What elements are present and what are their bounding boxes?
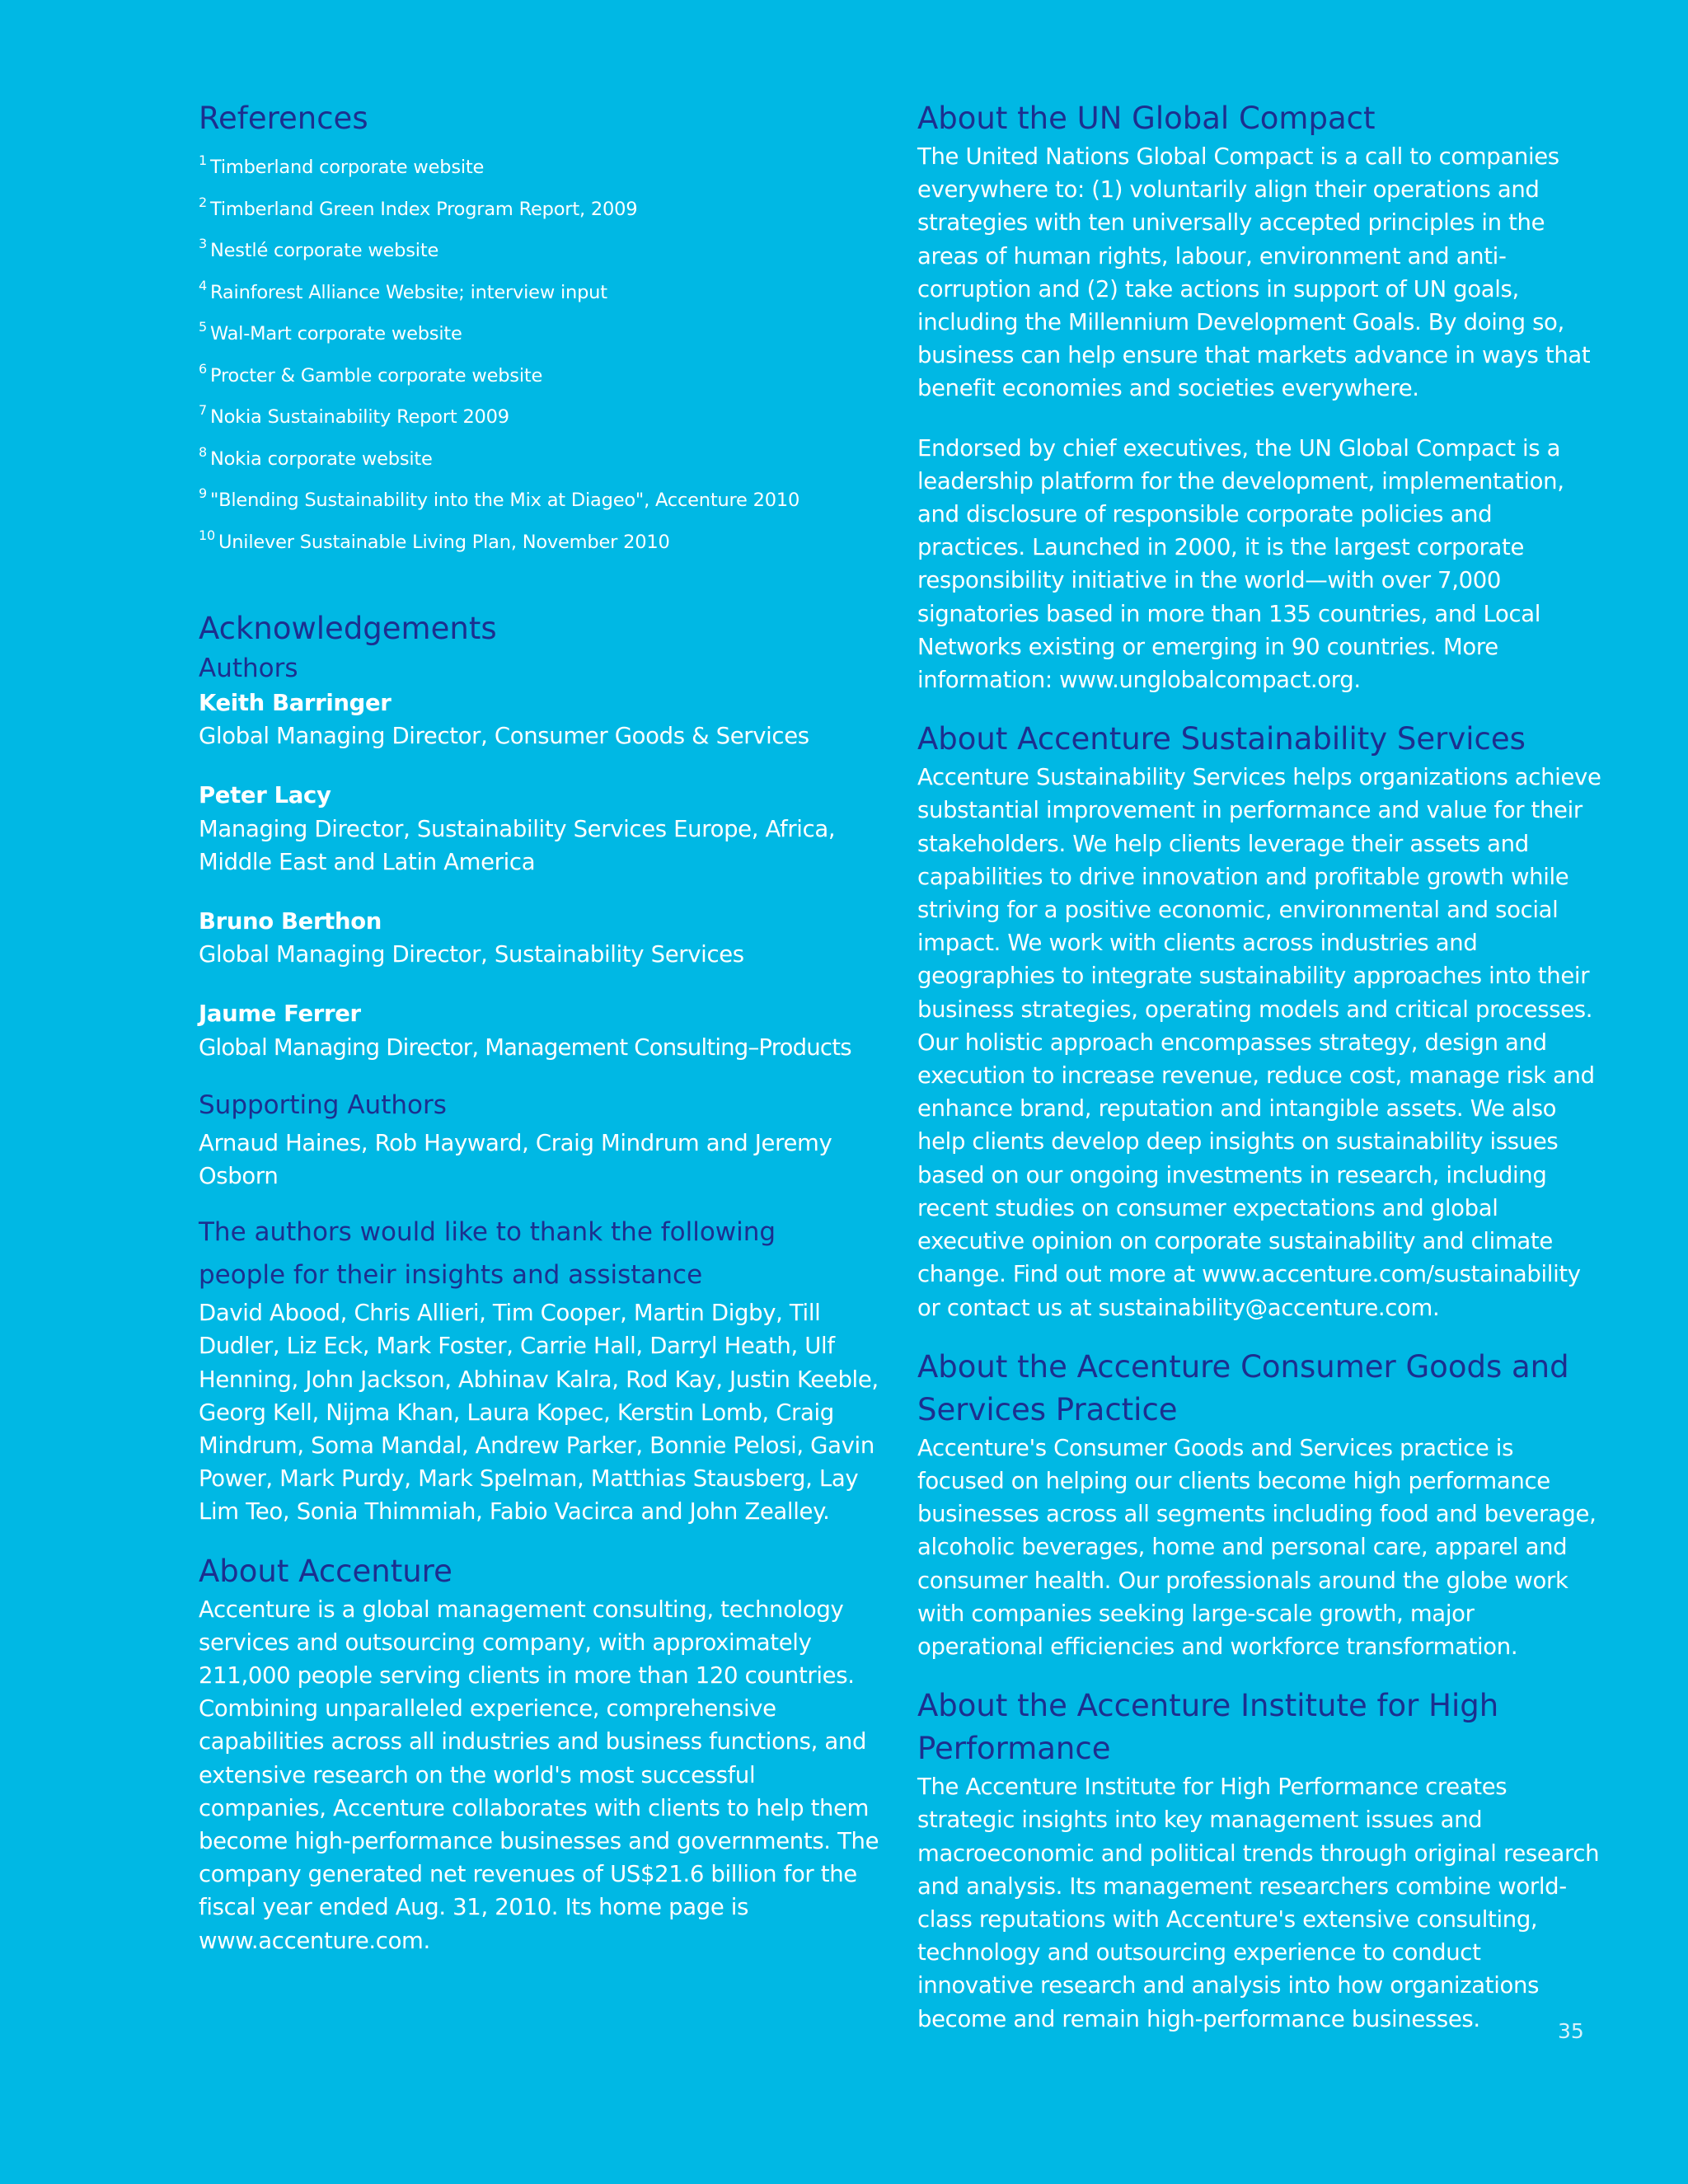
- reference-item: [199, 227, 883, 269]
- reference-number: 5: [199, 319, 207, 335]
- about-ungc-paragraph-2: Endorsed by chief executives, the UN Global Compact is a leadership platform for the development, implementation, and disclosure of responsible corporate policies and practices. Launched in 2000, it is the largest corporate responsibility initiative in the world—with over 7,000 signatories based in more than 135 countries, and Local Networks existing or emerging in 90 countries. More information: www.unglobalcompact.org.: [917, 434, 1564, 694]
- about-ungc-paragraph-1: The United Nations Global Compact is a call to companies everywhere to: (1) voluntarily align their operations and strategies with ten universally accepted principles in the areas of human rights, labour, environment and anti-corruption and (2) take actions in support of UN goals, including the Millennium Development Goals. By doing so, business can help ensure that markets advance in ways that benefit economies and societies everywhere.: [917, 143, 1591, 402]
- about-accenture-text: Accenture is a global management consulting, technology services and outsourcing company, with approximately 211,000 people serving clients in more than 120 countries. Combining unparalleled experience, comprehensive capabilities across all industries and business functions, and extensive research on the world's most successful companies, Accenture collaborates with clients to help them become high-performance businesses and governments. The company generated net revenues of US$21.6 billion for the fiscal year ended Aug. 31, 2010. Its home page is www.accenture.com.: [199, 1596, 879, 1954]
- right-column: [917, 97, 1601, 2036]
- about-institute-text: The Accenture Institute for High Performance creates strategic insights into key management issues and macroeconomic and political trends through original research and analysis. Its management researchers combine world-class reputations with Accenture's extensive consulting, technology and outsourcing experience to conduct innovative research and analysis into how organizations become and remain high-performance businesses.: [917, 1774, 1600, 2032]
- reference-item: [199, 393, 883, 435]
- author-entry: [199, 779, 883, 879]
- reference-number: 4: [199, 277, 207, 293]
- reference-number: 6: [199, 360, 207, 377]
- about-consumer-goods-section: [917, 1346, 1601, 1663]
- author-title: Global Managing Director, Consumer Goods & Services: [199, 723, 809, 750]
- author-title: Global Managing Director, Management Consulting–Products: [199, 1033, 851, 1061]
- author-name: Peter Lacy: [199, 782, 331, 809]
- author-name: Jaume Ferrer: [199, 1001, 361, 1028]
- reference-number: 1: [199, 152, 207, 168]
- reference-item: [199, 310, 883, 352]
- reference-item: [199, 269, 883, 311]
- reference-text: Procter & Gamble corporate website: [209, 364, 543, 387]
- thanks-heading: The authors would like to thank the following people for their insights and assistance: [199, 1217, 776, 1291]
- about-sustainability-section: [917, 718, 1601, 1324]
- reference-text: Nokia corporate website: [209, 448, 433, 470]
- about-consumer-goods-heading: About the Accenture Consumer Goods and Services Practice: [917, 1348, 1569, 1427]
- reference-text: Rainforest Alliance Website; interview input: [209, 281, 607, 303]
- about-institute-section: [917, 1685, 1601, 2036]
- references-heading: References: [199, 101, 368, 136]
- about-accenture-section: [199, 1550, 883, 1957]
- reference-item: [199, 143, 883, 185]
- references-list: [199, 143, 883, 560]
- reference-text: Unilever Sustainable Living Plan, November 2010: [218, 531, 670, 553]
- about-institute-heading: About the Accenture Institute for High Performance: [917, 1688, 1499, 1767]
- reference-number: 3: [199, 236, 207, 251]
- acknowledgements-section: [199, 607, 883, 1529]
- supporting-authors-heading: Supporting Authors: [199, 1090, 447, 1120]
- reference-item: [199, 518, 883, 560]
- thanks-text: David Abood, Chris Allieri, Tim Cooper, Martin Digby, Till Dudler, Liz Eck, Mark Foster, Carrie Hall, Darryl Heath, Ulf Henning, John Jackson, Abhinav Kalra, Rod Kay, Justin Keeble, Georg Kell, Nijma Khan, Laura Kopec, Kerstin Lomb, Craig Mindrum, Soma Mandal, Andrew Parker, Bonnie Pelosi, Gavin Power, Mark Purdy, Mark Spelman, Matthias Stausberg, Lay Lim Teo, Sonia Thimmiah, Fabio Vacirca and John Zealley.: [199, 1300, 879, 1526]
- author-title: Managing Director, Sustainability Services Europe, Africa, Middle East and Latin America: [199, 815, 836, 875]
- reference-text: Wal-Mart corporate website: [209, 323, 462, 344]
- reference-text: Nokia Sustainability Report 2009: [209, 406, 509, 428]
- about-ungc-heading: About the UN Global Compact: [917, 101, 1376, 136]
- left-column: [199, 97, 883, 1957]
- reference-text: Nestlé corporate website: [209, 240, 439, 261]
- reference-number: 8: [199, 443, 207, 460]
- about-sustainability-text: Accenture Sustainability Services helps organizations achieve substantial improvement in performance and value for their stakeholders. We help clients leverage their assets and capabilities to drive innovation and profitable growth while striving for a positive economic, environmental and social impact. We work with clients across industries and geographies to integrate sustainability approaches into their business strategies, operating models and critical processes. Our holistic approach encompasses strategy, design and execution to increase revenue, reduce cost, manage risk and enhance brand, reputation and intangible assets. We also help clients develop deep insights on sustainability issues based on our ongoing investments in research, including recent studies on consumer expectations and global executive opinion on corporate sustainability and climate change. Find out more at www.accenture.com/sustainability or contact us at sustainability@accenture.com.: [917, 764, 1601, 1321]
- reference-item: [199, 476, 883, 518]
- reference-item: [199, 352, 883, 394]
- reference-text: "Blending Sustainability into the Mix at Diageo", Accenture 2010: [209, 490, 800, 511]
- author-title: Global Managing Director, Sustainability Services: [199, 941, 744, 968]
- author-entry: [199, 997, 883, 1063]
- author-entry: [199, 687, 883, 752]
- about-consumer-goods-text: Accenture's Consumer Goods and Services practice is focused on helping our clients become high performance businesses across all segments including food and beverage, alcoholic beverages, home and personal care, apparel and consumer health. Our professionals around the globe work with companies seeking large-scale growth, major operational efficiencies and workforce transformation.: [917, 1434, 1597, 1660]
- reference-item: [199, 435, 883, 477]
- reference-number: 2: [199, 194, 207, 210]
- author-entry: [199, 905, 883, 971]
- about-sustainability-heading: About Accenture Sustainability Services: [917, 721, 1526, 757]
- supporting-authors-text: Arnaud Haines, Rob Hayward, Craig Mindrum and Jeremy Osborn: [199, 1129, 832, 1190]
- reference-number: 10: [199, 527, 215, 543]
- acknowledgements-heading: Acknowledgements: [199, 611, 497, 646]
- reference-number: 9: [199, 485, 207, 501]
- page-number: 35: [1558, 2019, 1584, 2043]
- reference-number: 7: [199, 402, 207, 418]
- authors-heading: Authors: [199, 654, 298, 683]
- author-name: Keith Barringer: [199, 690, 392, 716]
- reference-item: [199, 185, 883, 227]
- reference-text: Timberland corporate website: [209, 157, 485, 178]
- references-section: [199, 97, 883, 560]
- reference-text: Timberland Green Index Program Report, 2009: [209, 198, 638, 220]
- about-ungc-section: [917, 97, 1601, 696]
- about-accenture-heading: About Accenture: [199, 1553, 452, 1589]
- author-name: Bruno Berthon: [199, 908, 382, 935]
